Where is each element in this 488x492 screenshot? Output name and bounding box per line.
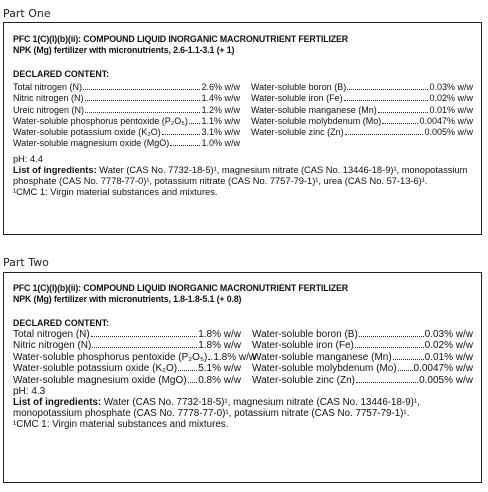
- leader-dots: [189, 117, 201, 124]
- nutrient-name: Ureic nitrogen (N): [13, 104, 85, 115]
- part-one-left-column: [13, 82, 240, 150]
- nutrient-row: [13, 127, 240, 138]
- nutrient-value: 0.0047% w/w: [413, 363, 473, 375]
- nutrient-row: [252, 340, 473, 351]
- leader-dots: [92, 341, 197, 348]
- leader-dots: [359, 330, 424, 337]
- nutrient-row: [252, 352, 473, 363]
- nutrient-name: Water-soluble potassium oxide (K₂O): [13, 127, 161, 138]
- part-two-title: PFC 1(C)(I)(b)(ii): COMPOUND LIQUID INORGANIC MACRONUTRIENT FERTILIZER: [13, 283, 349, 294]
- nutrient-name: Water-soluble potassium oxide (K₂O): [13, 363, 178, 375]
- leader-dots: [83, 83, 200, 90]
- nutrient-name: Water-soluble molybdenum (Mo): [252, 363, 397, 375]
- leader-dots: [188, 376, 198, 383]
- leader-dots: [344, 94, 429, 101]
- nutrient-name: Water-soluble zinc (Zn): [252, 374, 355, 386]
- nutrient-name: Water-soluble manganese (Mn): [250, 104, 377, 115]
- nutrient-value: 0.03% w/w: [429, 82, 473, 92]
- nutrient-row: [13, 105, 240, 116]
- nutrient-row: [251, 93, 473, 104]
- nutrient-value: 1.8% w/w: [198, 340, 241, 352]
- leader-dots: [208, 353, 212, 360]
- nutrient-row: [13, 351, 257, 363]
- nutrient-value: 3.1% w/w: [201, 127, 240, 138]
- leader-dots: [85, 106, 200, 113]
- leader-dots: [178, 364, 197, 371]
- nutrient-value: 1.4% w/w: [201, 93, 240, 104]
- nutrient-value: 0.005% w/w: [424, 127, 473, 138]
- nutrient-row: [252, 329, 473, 340]
- nutrient-value: 0.01% w/w: [429, 104, 473, 115]
- nutrient-row: [13, 340, 241, 351]
- nutrient-value: 0.0047% w/w: [419, 115, 473, 126]
- leader-dots: [355, 341, 424, 348]
- nutrient-row: [13, 138, 240, 149]
- nutrient-name: Water-soluble zinc (Zn): [250, 127, 344, 138]
- nutrient-name: Water-soluble iron (Fe): [250, 93, 343, 104]
- nutrient-name: Water-soluble molybdenum (Mo): [250, 115, 382, 126]
- part-one-ingredients: [13, 165, 473, 187]
- leader-dots: [356, 376, 418, 383]
- nutrient-value: 2.6% w/w: [201, 82, 240, 92]
- part-one-ingredients-label: List of ingredients:: [13, 164, 97, 175]
- nutrient-value: 0.03% w/w: [424, 329, 473, 340]
- nutrient-name: Total nitrogen (N): [13, 329, 90, 340]
- part-two-heading: Part Two: [3, 256, 49, 269]
- part-two-label: [3, 272, 482, 483]
- nutrient-row: [251, 105, 473, 116]
- part-one-title: PFC 1(C)(I)(b)(ii): COMPOUND LIQUID INORGANIC MACRONUTRIENT FERTILIZER: [13, 34, 349, 45]
- leader-dots: [398, 364, 413, 371]
- nutrient-value: 1.1% w/w: [201, 115, 240, 126]
- nutrient-name: Water-soluble magnesium oxide (MgO): [13, 374, 187, 386]
- nutrient-name: Nitric nitrogen (N): [13, 340, 92, 352]
- leader-dots: [347, 83, 428, 90]
- nutrient-value: 5.1% w/w: [198, 363, 241, 375]
- nutrient-name: Total nitrogen (N): [13, 82, 83, 92]
- nutrient-name: Water-soluble manganese (Mn): [252, 351, 392, 363]
- nutrient-value: 0.02% w/w: [429, 93, 473, 104]
- leader-dots: [162, 128, 201, 135]
- nutrient-row: [251, 82, 473, 93]
- nutrient-value: 0.01% w/w: [424, 351, 473, 363]
- leader-dots: [378, 106, 429, 113]
- nutrient-value: 1.0% w/w: [201, 138, 240, 149]
- part-two-left-column: [13, 329, 257, 386]
- leader-dots: [345, 128, 424, 135]
- part-one-ph: pH: 4.4: [13, 153, 43, 164]
- part-two-ingredients: [13, 397, 473, 419]
- nutrient-row: [251, 116, 473, 127]
- part-two-subtitle: NPK (Mg) fertilizer with micronutrients, 1.8-1.8-5.1 (+ 0.8): [13, 294, 242, 305]
- nutrient-row: [252, 363, 473, 374]
- nutrient-name: Water-soluble boron (B): [252, 329, 358, 340]
- nutrient-value: 1.8% w/w: [198, 329, 241, 340]
- nutrient-row: [13, 375, 241, 386]
- part-one-heading: Part One: [3, 7, 51, 20]
- part-two-declared-heading: DECLARED CONTENT:: [13, 318, 110, 329]
- part-two-declared-content: [13, 329, 473, 386]
- leader-dots: [393, 353, 424, 360]
- part-two-right-column: [252, 329, 473, 386]
- part-one-footnote: ¹CMC 1: Virgin material substances and mixtures.: [13, 187, 218, 198]
- part-one-declared-content: [13, 82, 473, 150]
- nutrient-name: Water-soluble boron (B): [250, 82, 347, 92]
- part-one-label: [3, 22, 482, 235]
- nutrient-name: Water-soluble phosphorus pentoxide (P₂O₅): [13, 115, 188, 126]
- part-two-ingredients-text: Water (CAS No. 7732-18-5)¹, magnesium nitrate (CAS No. 13446-18-9)¹, monopotassium phosphate (CAS No. 7778-77-0)¹, potassium nitrate (CAS No. 7757-79-1)¹.: [13, 397, 420, 420]
- nutrient-row: [13, 82, 240, 93]
- nutrient-value: 1.2% w/w: [201, 104, 240, 115]
- nutrient-name: Water-soluble phosphorus pentoxide (P₂O₅): [13, 351, 208, 363]
- nutrient-value: 1.8% w/w: [213, 351, 257, 363]
- part-two-footnote: ¹CMC 1: Virgin material substances and mixtures.: [13, 419, 229, 431]
- nutrient-value: 0.8% w/w: [198, 374, 241, 386]
- nutrient-row: [252, 375, 473, 386]
- leader-dots: [85, 94, 201, 101]
- leader-dots: [382, 117, 418, 124]
- nutrient-row: [13, 116, 240, 127]
- nutrient-value: 0.02% w/w: [424, 340, 473, 352]
- part-one-ingredients-text: Water (CAS No. 7732-18-5)¹, magnesium nitrate (CAS No. 13446-18-9)¹, monopotassium phosphate (CAS No. 7778-77-0)¹, potassium nitrate (CAS No. 7757-79-1)¹, urea (CAS No. 57-13-6)¹.: [13, 164, 468, 186]
- nutrient-name: Nitric nitrogen (N): [13, 93, 84, 104]
- nutrient-name: Water-soluble iron (Fe): [252, 340, 354, 352]
- part-two-ingredients-label: List of ingredients:: [13, 397, 102, 409]
- nutrient-row: [13, 329, 241, 340]
- nutrient-row: [251, 127, 473, 138]
- part-two-ph: pH: 4.3: [13, 386, 46, 398]
- part-one-declared-heading: DECLARED CONTENT:: [13, 69, 110, 80]
- nutrient-value: 0.005% w/w: [419, 374, 473, 386]
- leader-dots: [91, 330, 198, 337]
- part-one-right-column: [251, 82, 473, 150]
- part-one-subtitle: NPK (Mg) fertilizer with micronutrients, 2.6-1.1-3.1 (+ 1): [13, 45, 235, 56]
- nutrient-name: Water-soluble magnesium oxide (MgO): [13, 138, 170, 149]
- nutrient-row: [13, 363, 241, 374]
- nutrient-row: [13, 93, 240, 104]
- leader-dots: [170, 139, 200, 146]
